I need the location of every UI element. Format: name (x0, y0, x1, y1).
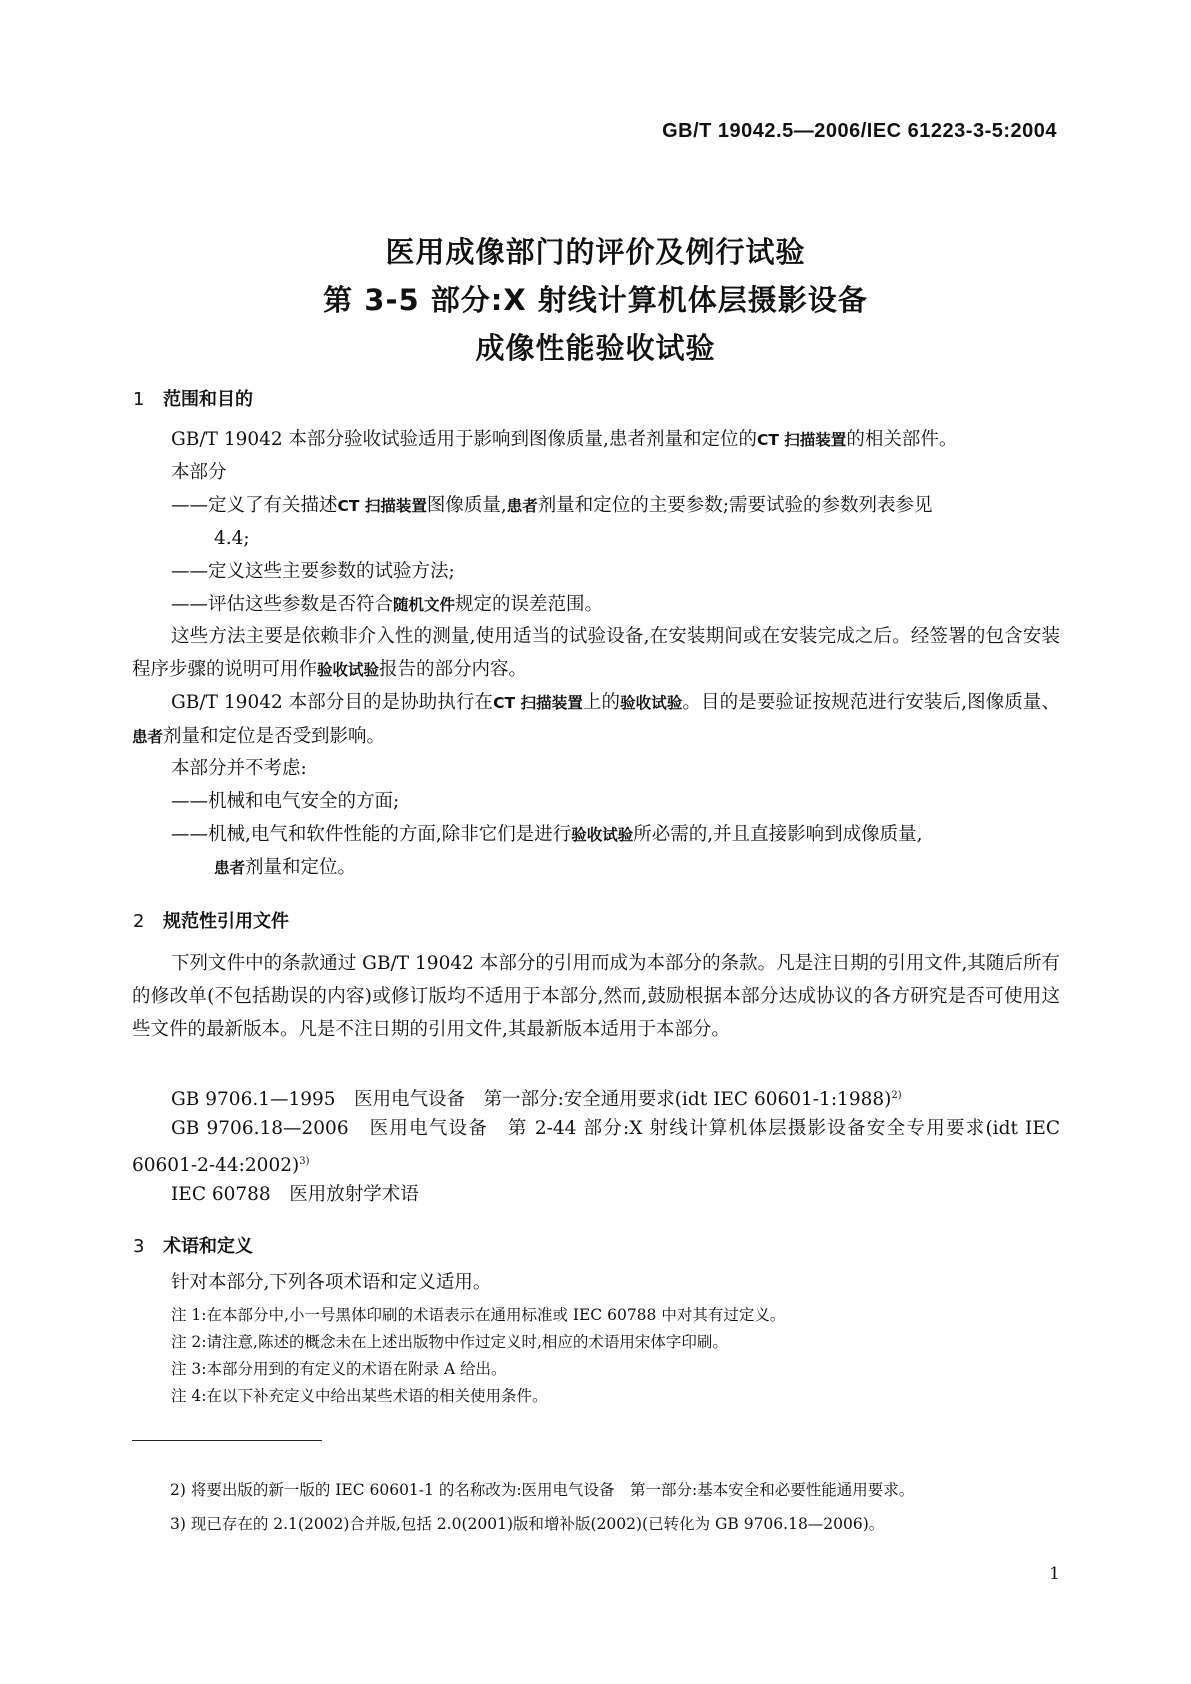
text: 的相关部件。 (846, 429, 958, 450)
text: 。目的是要验证按规范进行安装后,图像质量、 (682, 692, 1060, 713)
section-title: 范围和目的 (163, 389, 253, 410)
reference-item (171, 1079, 902, 1116)
section-number: 2 (133, 911, 145, 932)
text: 图像质量, (426, 495, 507, 516)
terms-intro: 针对本部分,下列各项术语和定义适用。 (171, 1272, 492, 1293)
text: 所必需的,并且直接影响到成像质量, (633, 824, 923, 845)
document-title (0, 228, 1191, 372)
text: 报告的部分内容。 (379, 659, 528, 680)
footnote-divider (132, 1440, 322, 1441)
footnote: 2) 将要出版的新一版的 IEC 60601-1 的名称改为:医用电气设备 第一部分:基本安全和必要性能通用要求。 (170, 1481, 915, 1499)
footnote: 3) 现已存在的 2.1(2002)合并版,包括 2.0(2001)版和增补版(2002)(已转化为 GB 9706.18—2006)。 (170, 1515, 885, 1533)
list-item: ——定义这些主要参数的试验方法; (171, 561, 455, 582)
list-item: ——机械和电气安全的方面; (171, 791, 400, 812)
text: GB 9706.18—2006 医用电气设备 第 2-44 部分:X 射线计算机体层摄影设备安全专用要求(idt IEC 60601-2-44:2002) (132, 1118, 1060, 1177)
term-patient: 患者 (132, 728, 164, 746)
text: ——评估这些参数是否符合 (171, 594, 394, 615)
note: 注 2:请注意,陈述的概念未在上述出版物中作过定义时,相应的术语用宋体字印刷。 (171, 1333, 728, 1351)
footnote-ref: 3) (299, 1156, 310, 1167)
list-item-continuation (214, 851, 356, 885)
text: GB/T 19042 本部分验收试验适用于影响到图像质量,患者剂量和定位的 (171, 429, 757, 450)
section-2-heading (133, 907, 289, 933)
footnote-ref: 2) (891, 1090, 902, 1101)
text: ——机械,电气和软件性能的方面,除非它们是进行 (171, 824, 572, 845)
list-item (171, 588, 603, 622)
list-item (171, 818, 923, 852)
references-paragraph: 下列文件中的条款通过 GB/T 19042 本部分的引用而成为本部分的条款。凡是注日期的引用文件,其随后所有的修改单(不包括勘误的内容)或修订版均不适用于本部分,然而,鼓励根据本部分达成协议的各方研究是否可使用这些文件的最新版本。凡是不注日期的引用文件,其最新版本适用于本部分。 (132, 953, 1060, 1040)
section-3-heading (133, 1232, 253, 1258)
term-accompanying-documents: 随机文件 (393, 596, 456, 614)
methods-paragraph (132, 620, 1060, 687)
section-1-heading (133, 385, 253, 411)
term-patient: 患者 (214, 859, 246, 877)
text: GB/T 19042 本部分目的是协助执行在 (171, 692, 494, 713)
term-patient: 患者 (506, 497, 538, 515)
text: 剂量和定位是否受到影响。 (163, 726, 386, 747)
term-ct-scanner: CT 扫描装置 (337, 497, 427, 515)
text: 规定的误差范围。 (455, 594, 604, 615)
text: GB 9706.1—1995 医用电气设备 第一部分:安全通用要求(idt IEC 60601-1:1988) (171, 1089, 892, 1111)
reference-item: IEC 60788 医用放射学术语 (171, 1184, 419, 1205)
exclusions-intro: 本部分并不考虑: (171, 758, 307, 779)
title-line-1: 医用成像部门的评价及例行试验 (385, 235, 806, 269)
term-acceptance-test: 验收试验 (571, 826, 634, 844)
section-title: 规范性引用文件 (163, 911, 289, 932)
section-number: 1 (133, 389, 145, 410)
document-code: GB/T 19042.5—2006/IEC 61223-3-5:2004 (662, 120, 1057, 142)
text: 剂量和定位。 (245, 857, 357, 878)
title-line-3: 成像性能验收试验 (475, 331, 716, 365)
text: 剂量和定位的主要参数;需要试验的参数列表参见 (537, 495, 933, 516)
text: 上的 (582, 692, 621, 713)
section-title: 术语和定义 (163, 1236, 253, 1257)
text: 这些方法主要是依赖非介入性的测量,使用适当的试验设备,在安装期间或在安装完成之后。经签署的包含安装程序步骤的说明可用作 (132, 626, 1060, 680)
text: ——定义了有关描述 (171, 495, 338, 516)
title-line-2: 第 3-5 部分:X 射线计算机体层摄影设备 (323, 283, 868, 317)
term-acceptance-test: 验收试验 (317, 661, 380, 679)
page-number: 1 (1049, 1564, 1060, 1584)
note: 注 3:本部分用到的有定义的术语在附录 A 给出。 (171, 1360, 507, 1378)
reference-item (132, 1112, 1060, 1182)
note: 注 4:在以下补充定义中给出某些术语的相关使用条件。 (171, 1387, 548, 1405)
note: 注 1:在本部分中,小一号黑体印刷的术语表示在通用标准或 IEC 60788 中对其有过定义。 (171, 1306, 786, 1324)
list-item (171, 489, 933, 523)
list-item-continuation: 4.4; (214, 528, 250, 549)
purpose-paragraph (132, 686, 1060, 754)
section-number: 3 (133, 1236, 145, 1257)
scope-paragraph (171, 423, 957, 457)
scope-intro: 本部分 (171, 462, 227, 483)
term-ct-scanner: CT 扫描装置 (756, 431, 847, 449)
term-acceptance-test: 验收试验 (620, 694, 683, 712)
term-ct-scanner: CT 扫描装置 (493, 694, 583, 712)
